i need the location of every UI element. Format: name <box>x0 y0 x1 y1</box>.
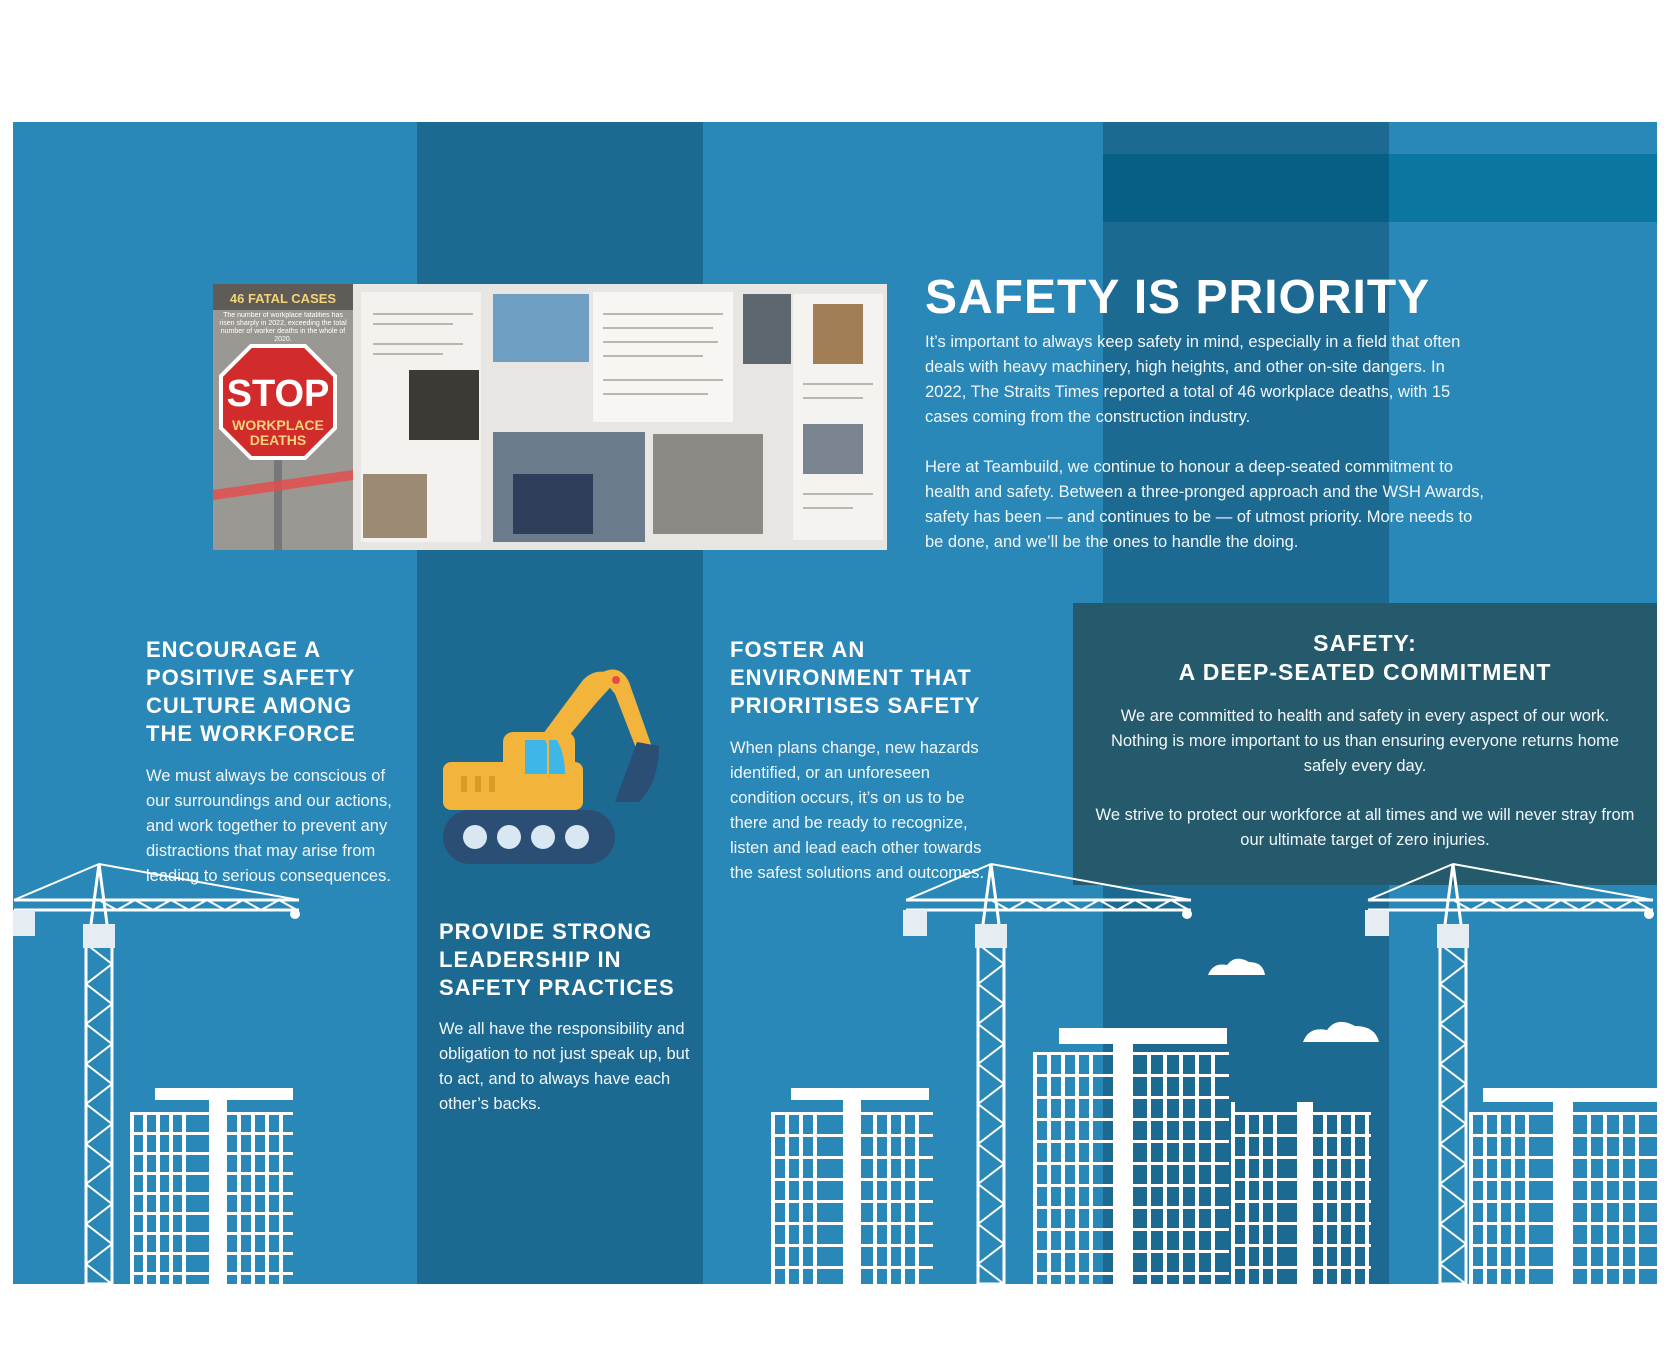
column-heading-culture: ENCOURAGE A POSITIVE SAFETY CULTURE AMONG THE WORKFORCE <box>146 637 356 746</box>
construction-skyline-graphic <box>13 122 1657 1284</box>
clipping-banner-subtitle: The number of workplace fatalities has risen sharply in 2022, exceeding the total number of worker deaths in the whole of 2020. <box>219 312 347 343</box>
commitment-title-line1: SAFETY: <box>1313 630 1417 656</box>
page-title: SAFETY IS PRIORITY <box>925 271 1431 324</box>
cloud-icon <box>1303 1022 1379 1042</box>
commitment-intro-paragraph: Here at Teambuild, we continue to honour a deep-seated commitment to health and safety. Between a three-pronged approach and the WSH Awards, safety has been — and continues to be — of utmost priority. More needs to be done, and we’ll be the ones to handle the doing. <box>925 458 1484 551</box>
stop-sign-subtext: WORKPLACE DEATHS <box>232 418 324 448</box>
column-body-leadership: We all have the responsibility and obligation to not just speak up, but to act, and to always have each other’s backs. <box>439 1020 690 1113</box>
building-icon <box>1033 1028 1229 1284</box>
column-heading-leadership: PROVIDE STRONG LEADERSHIP IN SAFETY PRACTICES <box>439 919 675 1000</box>
column-body-culture: We must always be conscious of our surroundings and our actions, and work together to prevent any distractions that may arise from leading to serious consequences. <box>146 767 392 885</box>
brochure-board <box>13 122 1657 1284</box>
intro-paragraph: It’s important to always keep safety in mind, especially in a field that often deals with heavy machinery, high heights, and other on-site dangers. In 2022, The Straits Times reported a total of 46 workplace deaths, with 15 cases coming from the construction industry. <box>925 333 1461 426</box>
building-icon <box>1469 1088 1657 1284</box>
stop-sign-text: STOP <box>226 373 330 415</box>
cloud-icon <box>1208 959 1265 975</box>
clipping-banner: 46 FATAL CASES <box>229 291 337 306</box>
commitment-paragraph-1: We are committed to health and safety in every aspect of our work. Nothing is more important to us than ensuring everyone returns home safely every day. <box>1110 707 1620 775</box>
building-icon <box>1231 1102 1371 1284</box>
commitment-paragraph-2: We strive to protect our workforce at all times and we will never stray from our ultimate target of zero injuries. <box>1095 806 1635 849</box>
tower-crane-icon <box>1365 864 1654 1284</box>
column-body-environment: When plans change, new hazards identified, or an unforeseen condition occurs, it’s on us to be there and be ready to recognize, listen and lead each other towards the safest solutions and outcomes. <box>730 739 985 882</box>
column-heading-environment: FOSTER AN ENVIRONMENT THAT PRIORITISES SAFETY <box>730 637 981 718</box>
commitment-title-line2: A DEEP-SEATED COMMITMENT <box>1178 659 1552 685</box>
building-icon <box>771 1088 933 1284</box>
building-icon <box>130 1088 293 1284</box>
